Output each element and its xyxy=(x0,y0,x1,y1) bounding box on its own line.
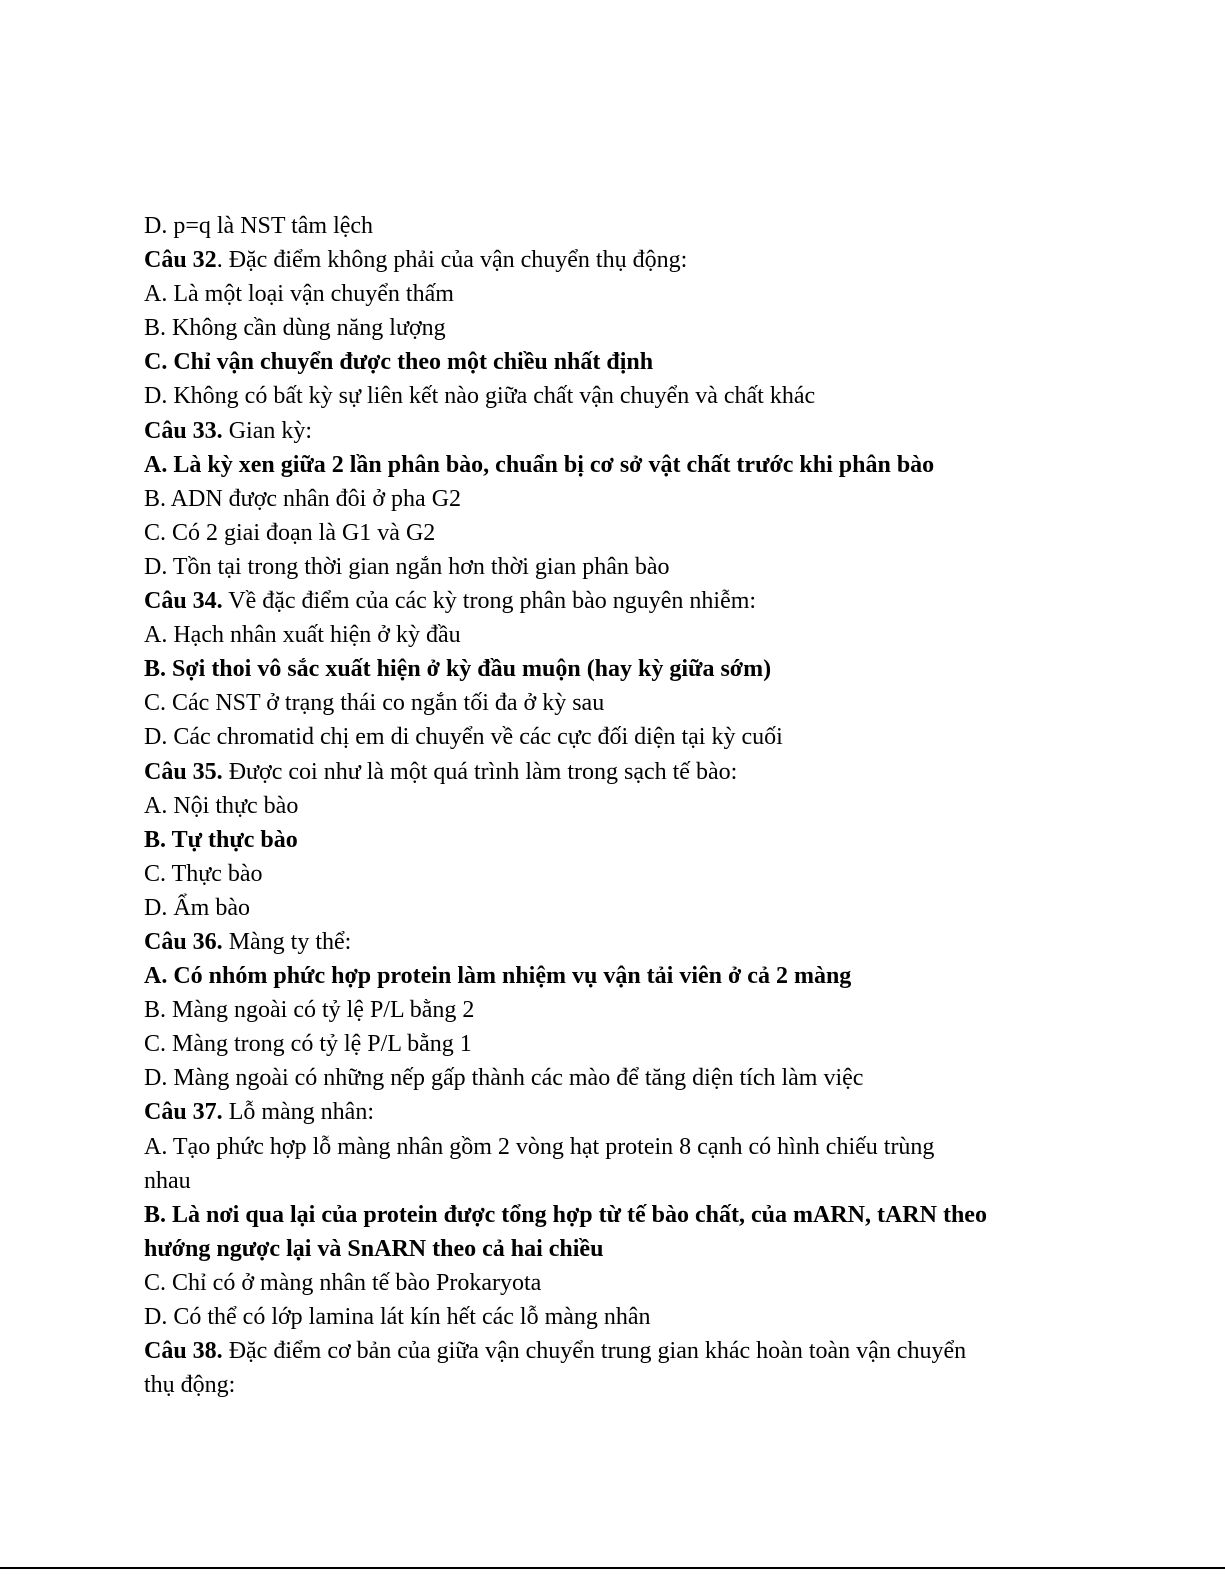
answer-line xyxy=(144,891,1064,925)
line-text: B. Không cần dùng năng lượng xyxy=(144,315,446,342)
question-number: Câu 34. xyxy=(144,588,223,615)
line-text: B. Màng ngoài có tỷ lệ P/L bằng 2 xyxy=(144,997,475,1024)
answer-line xyxy=(144,720,1064,754)
document-body xyxy=(144,209,1064,1402)
line-text: B. Tự thực bào xyxy=(144,826,298,853)
answer-line xyxy=(144,1300,1064,1334)
line-text: D. Màng ngoài có những nếp gấp thành các mào để tăng diện tích làm việc xyxy=(144,1065,864,1092)
answer-line-correct xyxy=(144,652,1064,686)
question-line xyxy=(144,1334,1064,1368)
question-line xyxy=(144,584,1064,618)
line-text: A. Là một loại vận chuyển thấm xyxy=(144,281,454,308)
answer-line-correct xyxy=(144,959,1064,993)
answer-line xyxy=(144,1368,1064,1402)
answer-line-correct xyxy=(144,823,1064,857)
answer-line xyxy=(144,618,1064,652)
answer-line xyxy=(144,482,1064,516)
line-text: C. Có 2 giai đoạn là G1 và G2 xyxy=(144,519,436,546)
answer-line-correct xyxy=(144,345,1064,379)
answer-line xyxy=(144,311,1064,345)
line-text: D. Ẩm bào xyxy=(144,894,250,921)
line-text: Gian kỳ: xyxy=(222,417,313,444)
answer-line xyxy=(144,209,1064,243)
line-text: Về đặc điểm của các kỳ trong phân bào nguyên nhiễm: xyxy=(222,588,757,615)
line-text: B. Là nơi qua lại của protein được tổng hợp từ tế bào chất, của mARN, tARN theo xyxy=(144,1201,987,1228)
line-text: Màng ty thể: xyxy=(222,928,352,955)
question-number: Câu 32 xyxy=(144,247,217,274)
page-bottom-divider xyxy=(0,1567,1225,1569)
question-number: Câu 33. xyxy=(144,417,223,444)
question-line xyxy=(144,243,1064,277)
line-text: A. Là kỳ xen giữa 2 lần phân bào, chuẩn bị cơ sở vật chất trước khi phân bào xyxy=(144,451,935,478)
answer-line xyxy=(144,277,1064,311)
line-text: D. Không có bất kỳ sự liên kết nào giữa chất vận chuyển và chất khác xyxy=(144,383,816,410)
answer-line xyxy=(144,1164,1064,1198)
answer-line-correct xyxy=(144,1232,1064,1266)
line-text: nhau xyxy=(144,1167,191,1194)
answer-line xyxy=(144,857,1064,891)
line-text: D. Tồn tại trong thời gian ngắn hơn thời gian phân bào xyxy=(144,553,670,580)
answer-line xyxy=(144,516,1064,550)
line-text: A. Có nhóm phức hợp protein làm nhiệm vụ vận tải viên ở cả 2 màng xyxy=(144,963,852,990)
line-text: C. Chỉ có ở màng nhân tế bào Prokaryota xyxy=(144,1269,542,1296)
question-line xyxy=(144,755,1064,789)
answer-line xyxy=(144,1061,1064,1095)
line-text: B. Sợi thoi vô sắc xuất hiện ở kỳ đầu muộn (hay kỳ giữa sớm) xyxy=(144,656,772,683)
line-text: Được coi như là một quá trình làm trong sạch tế bào: xyxy=(222,758,738,785)
line-text: C. Chỉ vận chuyển được theo một chiều nhất định xyxy=(144,349,654,376)
line-text: D. Có thể có lớp lamina lát kín hết các lỗ màng nhân xyxy=(144,1304,651,1330)
line-text: D. p=q là NST tâm lệch xyxy=(144,213,374,239)
answer-line xyxy=(144,686,1064,720)
line-text: Lỗ màng nhân: xyxy=(222,1099,374,1126)
answer-line xyxy=(144,1027,1064,1061)
question-line xyxy=(144,1095,1064,1129)
line-text: B. ADN được nhân đôi ở pha G2 xyxy=(144,485,462,512)
answer-line xyxy=(144,1266,1064,1300)
question-line xyxy=(144,925,1064,959)
answer-line xyxy=(144,789,1064,823)
question-line xyxy=(144,414,1064,448)
line-text: hướng ngược lại và SnARN theo cả hai chiều xyxy=(144,1235,604,1262)
answer-line xyxy=(144,993,1064,1027)
line-text: D. Các chromatid chị em di chuyển về các cực đối diện tại kỳ cuối xyxy=(144,724,783,751)
answer-line xyxy=(144,379,1064,413)
line-text: C. Các NST ở trạng thái co ngắn tối đa ở kỳ sau xyxy=(144,690,605,717)
line-text: A. Nội thực bào xyxy=(144,792,299,819)
line-text: A. Hạch nhân xuất hiện ở kỳ đầu xyxy=(144,622,461,649)
question-number: Câu 35. xyxy=(144,758,223,785)
question-number: Câu 36. xyxy=(144,928,223,955)
line-text: C. Thực bào xyxy=(144,860,263,887)
question-number: Câu 38. xyxy=(144,1338,223,1365)
answer-line xyxy=(144,1130,1064,1164)
answer-line-correct xyxy=(144,1198,1064,1232)
question-number: Câu 37. xyxy=(144,1099,223,1126)
answer-line-correct xyxy=(144,448,1064,482)
line-text: A. Tạo phức hợp lỗ màng nhân gồm 2 vòng hạt protein 8 cạnh có hình chiếu trùng xyxy=(144,1133,935,1160)
line-text: thụ động: xyxy=(144,1372,236,1399)
line-text: . Đặc điểm không phải của vận chuyển thụ động: xyxy=(216,247,688,274)
answer-line xyxy=(144,550,1064,584)
line-text: C. Màng trong có tỷ lệ P/L bằng 1 xyxy=(144,1031,472,1058)
line-text: Đặc điểm cơ bản của giữa vận chuyển trung gian khác hoàn toàn vận chuyển xyxy=(222,1338,967,1365)
